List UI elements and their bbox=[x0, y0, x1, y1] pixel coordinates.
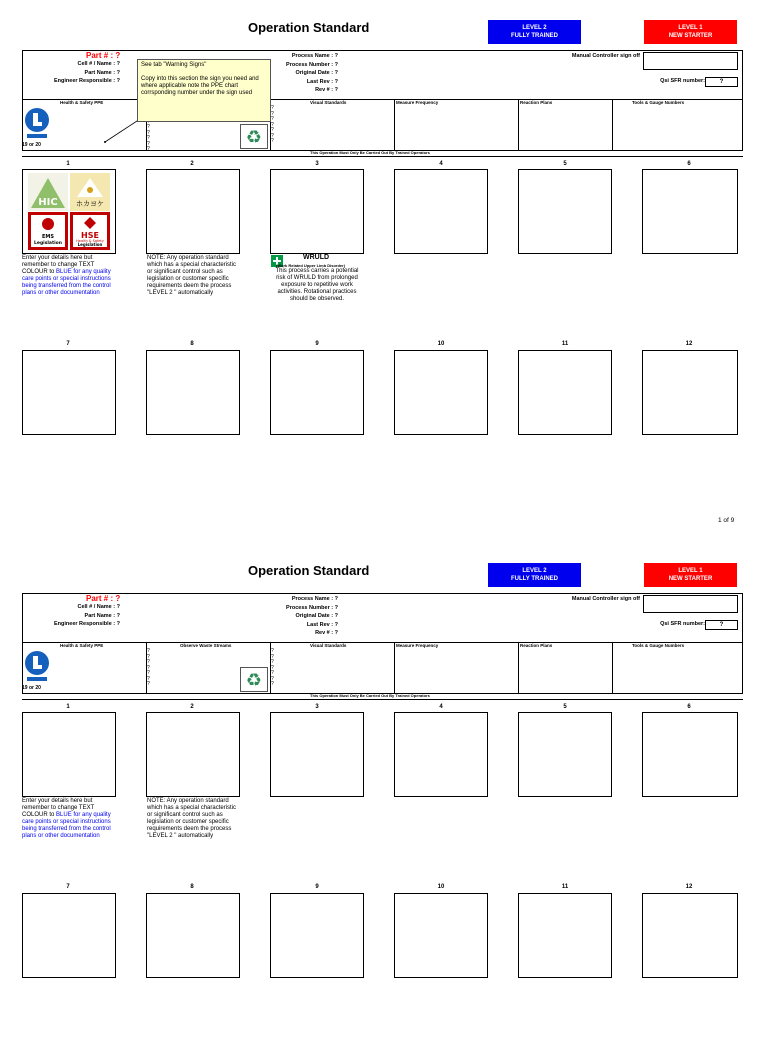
frame-number: 3 bbox=[315, 704, 319, 710]
waste-q-marks: ? ? ? ? ? ? ? bbox=[147, 648, 150, 687]
visual-q-marks: ? ? ? ? ? ? ? bbox=[271, 105, 274, 144]
col-measure: Measure Frequency bbox=[396, 100, 439, 105]
process-name-label: Process Name : ? bbox=[291, 596, 338, 602]
frame-7[interactable] bbox=[22, 893, 116, 978]
col-visual: Visual Standards bbox=[310, 643, 347, 648]
frame-number: 1 bbox=[66, 704, 70, 710]
original-date-label: Original Date : ? bbox=[295, 613, 338, 619]
frame-8[interactable] bbox=[146, 350, 240, 435]
cell-name-label: Cell # / Name : ? bbox=[77, 61, 120, 67]
hokayoke-text: ホカヨケ bbox=[76, 200, 104, 208]
frame-3[interactable] bbox=[270, 712, 364, 797]
frame-number: 12 bbox=[685, 341, 693, 347]
frame-number: 4 bbox=[439, 704, 443, 710]
col-divider bbox=[518, 99, 519, 151]
level2-badge bbox=[488, 563, 581, 587]
note-enter-details-black: Enter your details here but remember to change TEXT COLOUR to bbox=[22, 798, 95, 818]
note-enter-details bbox=[22, 798, 118, 840]
col-divider bbox=[612, 99, 613, 151]
frame-number: 1 bbox=[66, 161, 70, 167]
frame-1[interactable] bbox=[22, 169, 116, 254]
frame-3[interactable] bbox=[270, 169, 364, 254]
col-divider bbox=[612, 642, 613, 694]
col-reaction: Reaction Plans bbox=[520, 643, 553, 648]
left-labels bbox=[22, 603, 120, 629]
page-number: 1 of 9 bbox=[718, 517, 735, 522]
frame-9[interactable] bbox=[270, 350, 364, 435]
ppe-count: 19 or 20 bbox=[22, 142, 41, 148]
engineer-label: Engineer Responsible : ? bbox=[53, 621, 120, 627]
note-enter-details-blue-word: BLUE bbox=[56, 269, 72, 275]
manual-controller-label: Manual Controller sign off bbox=[571, 596, 640, 602]
frame-number: 2 bbox=[190, 704, 194, 710]
svg-text:♻: ♻ bbox=[245, 127, 263, 148]
frame-7[interactable] bbox=[22, 350, 116, 435]
col-visual: Visual Standards bbox=[310, 100, 347, 105]
frame-4[interactable] bbox=[394, 712, 488, 797]
frame-6[interactable] bbox=[642, 712, 738, 797]
frame-10[interactable] bbox=[394, 350, 488, 435]
left-labels bbox=[22, 60, 120, 86]
col-tools: Tools & Gauge Numbers bbox=[632, 643, 685, 648]
part-name-label: Part Name : ? bbox=[84, 69, 120, 76]
page-title: Operation Standard bbox=[248, 20, 370, 35]
wruld-title: WRULD bbox=[303, 254, 330, 261]
note-level2: NOTE: Any operation standard which has a special characteristic or significant control such as legislation or customer specific requirements deem the process "LEVEL 2 " automatically bbox=[147, 798, 237, 839]
frame-5[interactable] bbox=[518, 169, 612, 254]
frame-number: 10 bbox=[437, 884, 445, 890]
frame-number: 4 bbox=[439, 161, 443, 167]
trained-banner: This Operation Must Only Be Carried Out By Trained Operators bbox=[310, 693, 430, 698]
level1-line2: NEW STARTER bbox=[668, 33, 713, 39]
note-enter-details bbox=[22, 255, 118, 297]
level1-badge bbox=[644, 20, 737, 44]
frame-number: 7 bbox=[66, 341, 70, 347]
hse-sub2-text: Legislation bbox=[77, 242, 103, 247]
frame-number: 7 bbox=[66, 884, 70, 890]
original-date-label: Original Date : ? bbox=[295, 70, 338, 76]
frame-9[interactable] bbox=[270, 893, 364, 978]
qsi-field[interactable]: ? bbox=[705, 620, 738, 630]
comment-box[interactable]: See tab "Warning Signs" Copy into this section the sign you need and where applicable note the PPE chart corrsponding number under the sign used bbox=[137, 59, 271, 122]
safety-boot-icon bbox=[24, 107, 50, 139]
frame-number: 5 bbox=[563, 161, 567, 167]
trained-banner: This Operation Must Only Be Carried Out By Trained Operators bbox=[310, 150, 430, 155]
note-level2: NOTE: Any operation standard which has a special characteristic or significant control such as legislation or customer specific requirements deem the process "LEVEL 2 " automatically bbox=[147, 255, 237, 296]
col-reaction: Reaction Plans bbox=[520, 100, 553, 105]
frame-number: 5 bbox=[563, 704, 567, 710]
visual-q-marks: ? ? ? ? ? ? ? bbox=[271, 648, 274, 687]
col-divider bbox=[394, 642, 395, 694]
wruld-text: This process carries a potential risk of WRULD from prolonged exposure to repetitive work activities. Rotational practices should be observed. bbox=[275, 268, 359, 302]
process-number-label: Process Number : ? bbox=[286, 604, 338, 611]
col-divider bbox=[394, 99, 395, 151]
hse-text: HSE bbox=[81, 231, 99, 240]
frame-11[interactable] bbox=[518, 893, 612, 978]
frame-10[interactable] bbox=[394, 893, 488, 978]
manual-controller-field[interactable] bbox=[643, 52, 738, 70]
qsi-label: Qsi SFR number: bbox=[660, 621, 705, 627]
frame-number: 9 bbox=[315, 341, 319, 347]
last-rev-label: Last Rev : ? bbox=[306, 78, 338, 85]
ems-sign-icon bbox=[28, 212, 68, 250]
frame-12[interactable] bbox=[642, 893, 738, 978]
frame-number: 10 bbox=[437, 341, 445, 347]
banner-rule bbox=[22, 699, 743, 700]
rev-label: Rev # : ? bbox=[315, 87, 338, 93]
sheet-2 bbox=[0, 543, 768, 1055]
col-waste: Observe Waste Streams bbox=[180, 643, 232, 648]
level1-line1: LEVEL 1 bbox=[678, 568, 703, 574]
level2-badge bbox=[488, 20, 581, 44]
ems-text: EMS bbox=[42, 234, 54, 240]
col-ppe: Health & Safety PPE bbox=[60, 643, 104, 648]
frame-number: 11 bbox=[561, 884, 569, 890]
mid-labels bbox=[250, 595, 338, 638]
recycle-icon bbox=[240, 124, 268, 149]
note-enter-details-blue-word: BLUE bbox=[56, 812, 72, 818]
col-measure: Measure Frequency bbox=[396, 643, 439, 648]
recycle-icon bbox=[240, 667, 268, 692]
banner-rule bbox=[22, 156, 743, 157]
frame-11[interactable] bbox=[518, 350, 612, 435]
sheet-1 bbox=[0, 0, 768, 522]
frame-number: 12 bbox=[685, 884, 693, 890]
frame-2[interactable] bbox=[146, 712, 240, 797]
col-tools: Tools & Gauge Numbers bbox=[632, 100, 685, 105]
frame-2[interactable] bbox=[146, 169, 240, 254]
ppe-count: 19 or 20 bbox=[22, 685, 41, 691]
qsi-field[interactable]: ? bbox=[705, 77, 738, 87]
hse-sub1-text: Health & Safety bbox=[76, 239, 104, 243]
page-title: Operation Standard bbox=[248, 563, 370, 578]
frame-8[interactable] bbox=[146, 893, 240, 978]
level2-line1: LEVEL 2 bbox=[522, 568, 547, 574]
level1-line1: LEVEL 1 bbox=[678, 25, 703, 31]
level2-line1: LEVEL 2 bbox=[522, 25, 547, 31]
frame-number: 2 bbox=[190, 161, 194, 167]
cell-name-label: Cell # / Name : ? bbox=[77, 604, 120, 610]
level2-line2: FULLY TRAINED bbox=[510, 33, 558, 39]
last-rev-label: Last Rev : ? bbox=[306, 621, 338, 628]
ems-sub-text: Legislation bbox=[34, 241, 62, 246]
frame-number: 3 bbox=[315, 161, 319, 167]
safety-boot-icon bbox=[24, 650, 50, 682]
manual-controller-field[interactable] bbox=[643, 595, 738, 613]
frame-4[interactable] bbox=[394, 169, 488, 254]
part-number: Part # : ? bbox=[86, 594, 121, 603]
process-name-label: Process Name : ? bbox=[291, 53, 338, 59]
frame-6[interactable] bbox=[642, 169, 738, 254]
process-number-label: Process Number : ? bbox=[286, 61, 338, 68]
level2-line2: FULLY TRAINED bbox=[510, 576, 558, 582]
frame-number: 6 bbox=[687, 161, 691, 167]
hic-sign-icon bbox=[28, 173, 68, 211]
engineer-label: Engineer Responsible : ? bbox=[53, 78, 120, 84]
manual-controller-label: Manual Controller sign off bbox=[571, 53, 640, 59]
frame-number: 8 bbox=[190, 341, 194, 347]
rev-label: Rev # : ? bbox=[315, 630, 338, 636]
frame-number: 11 bbox=[561, 341, 569, 347]
frame-12[interactable] bbox=[642, 350, 738, 435]
wruld-sub: (Work Related Upper Limb Disorder) bbox=[276, 263, 346, 268]
waste-q-marks: ? ? ? ? ? bbox=[147, 124, 150, 152]
svg-text:♻: ♻ bbox=[245, 670, 263, 691]
note-enter-details-blue-rest: for any quality care points or special instructions being transferred from the control plans or other documentation bbox=[22, 269, 111, 296]
level1-line2: NEW STARTER bbox=[668, 576, 713, 582]
note-enter-details-black: Enter your details here but remember to change TEXT COLOUR to bbox=[22, 255, 95, 275]
part-number: Part # : ? bbox=[86, 51, 121, 60]
frame-5[interactable] bbox=[518, 712, 612, 797]
col-divider bbox=[518, 642, 519, 694]
col-ppe: Health & Safety PPE bbox=[60, 100, 104, 105]
frame-number: 6 bbox=[687, 704, 691, 710]
frame-1[interactable] bbox=[22, 712, 116, 797]
part-name-label: Part Name : ? bbox=[84, 612, 120, 619]
frame-number: 9 bbox=[315, 884, 319, 890]
note-enter-details-blue-rest: for any quality care points or special instructions being transferred from the control plans or other documentation bbox=[22, 812, 111, 839]
hokayoke-sign-icon bbox=[70, 173, 110, 211]
qsi-label: Qsi SFR number: bbox=[660, 78, 705, 84]
hic-text: HIC bbox=[38, 197, 58, 208]
level1-badge bbox=[644, 563, 737, 587]
frame-number: 8 bbox=[190, 884, 194, 890]
hse-sign-icon bbox=[70, 212, 110, 250]
